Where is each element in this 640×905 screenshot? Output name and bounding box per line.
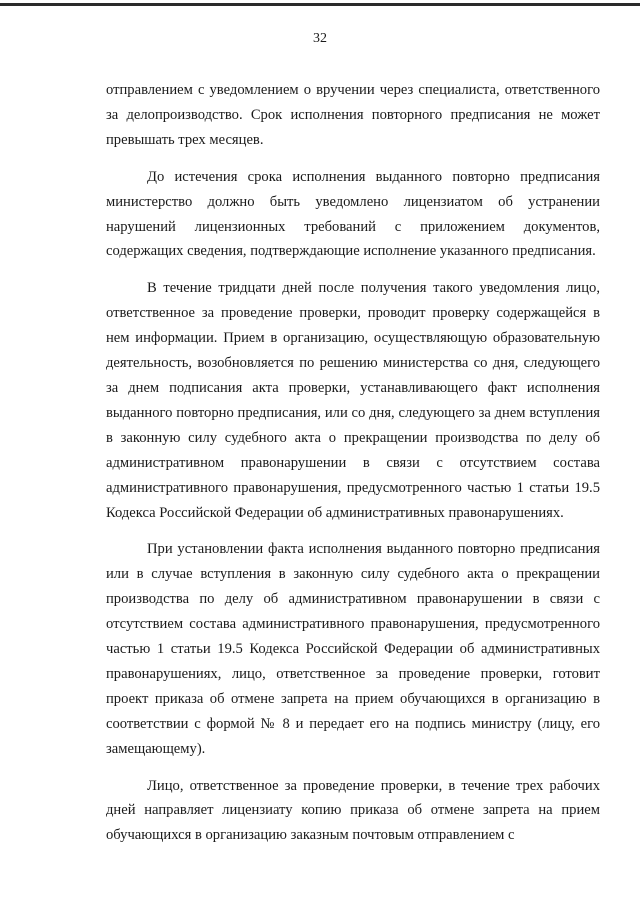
paragraph-5: Лицо, ответственное за проведение проверки, в течение трех рабочих дней направляет лицензиату копию приказа об отмене запрета на прием обучающихся в организацию заказным почтовым отправлением с <box>106 777 600 844</box>
paragraph-2: До истечения срока исполнения выданного повторно предписания министерство должно быть уведомлено лицензиатом об устранении нарушений лицензионных требований с приложением документов, содержащих сведения, подтверждающие исполнение указанного предписания. <box>106 168 600 260</box>
paragraph-4: При установлении факта исполнения выданного повторно предписания или в случае вступления в законную силу судебного акта о прекращении производства по делу об административном правонарушении в связи с отсутствием состава административного правонарушения, предусмотренного частью 1 статьи 19.5 Кодекса Российской Федерации об административных правонарушениях, лицо, ответственное за проведение проверки, готовит проект приказа об отмене запрета на прием обучающихся в организацию в соответствии с формой № 8 и передает его на подпись министру (лицу, его замещающему). <box>106 541 600 757</box>
page-number: 32 <box>313 31 327 46</box>
document-body <box>106 78 600 848</box>
top-border-line <box>0 3 640 6</box>
paragraph-1: отправлением с уведомлением о вручении через специалиста, ответственного за делопроизводство. Срок исполнения повторного предписания не может превышать трех месяцев. <box>106 82 600 148</box>
paragraph-3: В течение тридцати дней после получения такого уведомления лицо, ответственное за проведение проверки, проводит проверку содержащейся в нем информации. Прием в организацию, осуществляющую образовательную деятельность, возобновляется по решению министерства со дня, следующего за днем подписания акта проверки, устанавливающего факт исполнения выданного повторно предписания, или со дня, следующего за днем вступления в законную силу судебного акта о прекращении производства по делу об административном правонарушении в связи с отсутствием состава административного правонарушения, предусмотренного частью 1 статьи 19.5 Кодекса Российской Федерации об административных правонарушениях. <box>106 280 600 521</box>
